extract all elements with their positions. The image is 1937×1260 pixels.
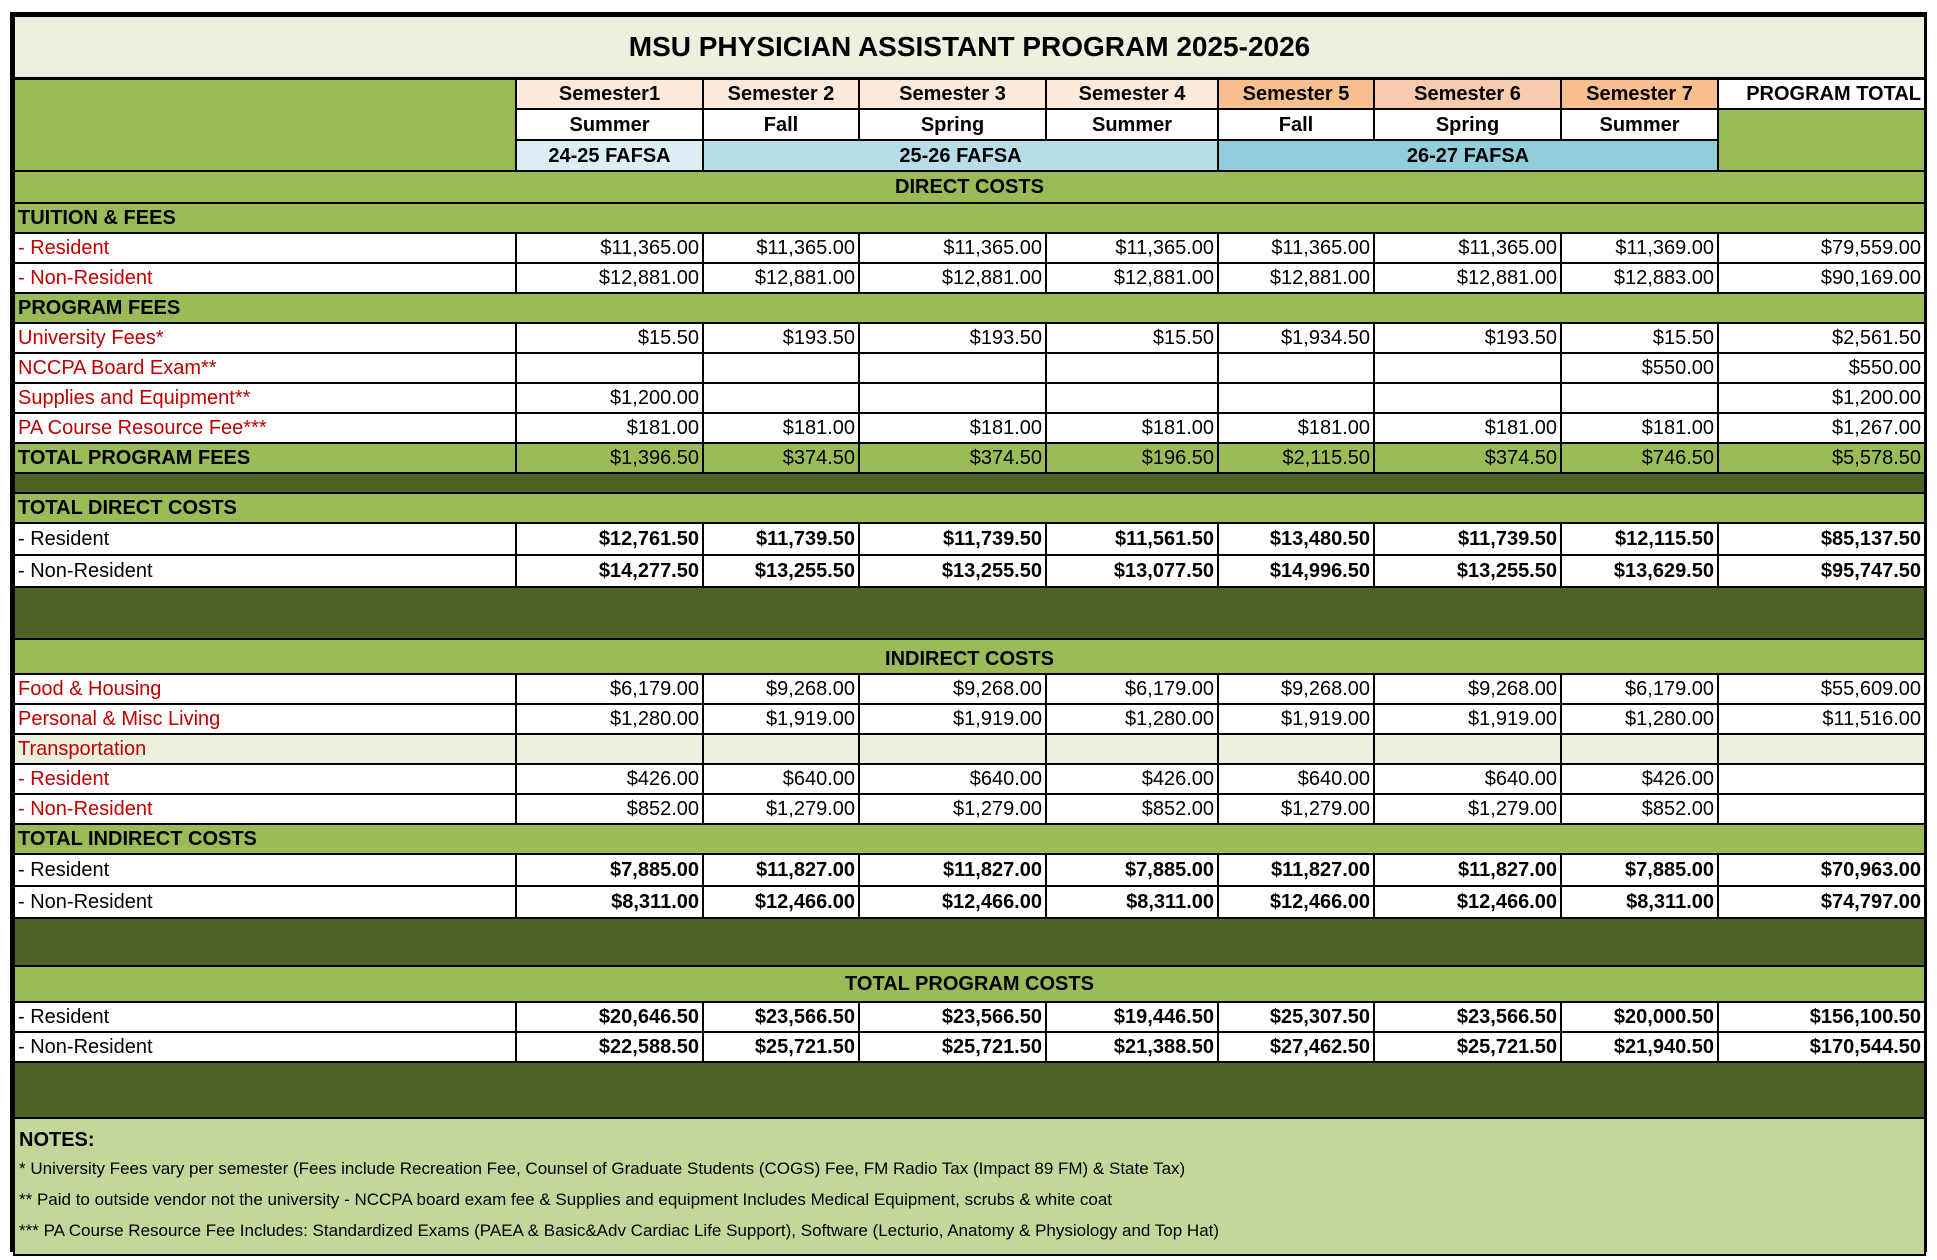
cell [1046, 353, 1218, 383]
cell: $1,200.00 [516, 383, 703, 413]
cell [859, 353, 1046, 383]
cell: $1,919.00 [703, 704, 859, 734]
note-line: * University Fees vary per semester (Fees include Recreation Fee, Counsel of Graduate Students (COGS) Fee, FM Radio Tax (Impact 89 FM) & State Tax) [19, 1159, 1186, 1178]
total-program-heading: TOTAL PROGRAM COSTS [14, 966, 1925, 1002]
note-line: ** Paid to outside vendor not the university - NCCPA board exam fee & Supplies and equipment Includes Medical Equipment, scrubs & white coat [19, 1190, 1113, 1209]
cell: $196.50 [1046, 443, 1218, 473]
cell: $9,268.00 [859, 674, 1046, 704]
cell: $13,255.50 [859, 555, 1046, 587]
cell: $2,561.50 [1718, 323, 1925, 353]
cell [516, 734, 703, 764]
cell [703, 353, 859, 383]
cell [1374, 383, 1561, 413]
cell: $11,827.00 [703, 854, 859, 886]
fafsa-label: 24-25 FAFSA [516, 140, 703, 171]
cell: $11,365.00 [516, 233, 703, 263]
cell: $8,311.00 [516, 886, 703, 918]
cell [1718, 734, 1925, 764]
cell [703, 734, 859, 764]
cell: $746.50 [1561, 443, 1718, 473]
cell: $12,881.00 [1218, 263, 1374, 293]
cell: $1,919.00 [1374, 704, 1561, 734]
table-row [14, 383, 1925, 413]
row-label: TOTAL PROGRAM FEES [14, 443, 516, 473]
cell: $15.50 [1561, 323, 1718, 353]
divider-band [14, 473, 1925, 493]
cell: $11,365.00 [859, 233, 1046, 263]
cell [1718, 794, 1925, 824]
cell: $25,721.50 [1374, 1032, 1561, 1062]
cell [1561, 734, 1718, 764]
table-row [14, 523, 1925, 555]
cell: $8,311.00 [1046, 886, 1218, 918]
cell: $11,365.00 [1046, 233, 1218, 263]
cell [1218, 383, 1374, 413]
cell: $25,721.50 [859, 1032, 1046, 1062]
row-label: NCCPA Board Exam** [14, 353, 516, 383]
row-label: - Non-Resident [14, 263, 516, 293]
tuition-heading: TUITION & FEES [14, 203, 1925, 233]
cell: $12,881.00 [516, 263, 703, 293]
term-header: Spring [859, 109, 1046, 140]
cell: $9,268.00 [1374, 674, 1561, 704]
cell: $13,077.50 [1046, 555, 1218, 587]
row-label: - Non-Resident [14, 1032, 516, 1062]
cell: $13,629.50 [1561, 555, 1718, 587]
cell [859, 734, 1046, 764]
cell: $27,462.50 [1218, 1032, 1374, 1062]
cell: $13,255.50 [703, 555, 859, 587]
cell: $11,365.00 [703, 233, 859, 263]
cell: $181.00 [859, 413, 1046, 443]
row-label: - Resident [14, 1002, 516, 1032]
semester-header: Semester 5 [1218, 78, 1374, 109]
term-header: Spring [1374, 109, 1561, 140]
cell: $21,388.50 [1046, 1032, 1218, 1062]
row-label: - Resident [14, 854, 516, 886]
cell: $1,280.00 [1046, 704, 1218, 734]
total-indirect-heading: TOTAL INDIRECT COSTS [14, 824, 1925, 854]
table-row [14, 704, 1925, 734]
cell: $852.00 [516, 794, 703, 824]
cell: $1,280.00 [1561, 704, 1718, 734]
cell: $12,466.00 [1218, 886, 1374, 918]
cell: $12,466.00 [703, 886, 859, 918]
cell: $640.00 [703, 764, 859, 794]
cell: $6,179.00 [1561, 674, 1718, 704]
cell: $21,940.50 [1561, 1032, 1718, 1062]
cell: $22,588.50 [516, 1032, 703, 1062]
cell: $1,279.00 [703, 794, 859, 824]
cell: $23,566.50 [703, 1002, 859, 1032]
cell: $12,881.00 [1046, 263, 1218, 293]
program-total-header: PROGRAM TOTAL [1718, 78, 1925, 109]
cell: $1,934.50 [1218, 323, 1374, 353]
table-row [14, 1032, 1925, 1062]
cell [703, 383, 859, 413]
table-row [14, 794, 1925, 824]
table-row [14, 764, 1925, 794]
row-label: - Non-Resident [14, 886, 516, 918]
term-header: Summer [1561, 109, 1718, 140]
cell: $426.00 [1046, 764, 1218, 794]
cell: $6,179.00 [1046, 674, 1218, 704]
cell: $1,919.00 [1218, 704, 1374, 734]
cell: $426.00 [516, 764, 703, 794]
cell: $9,268.00 [1218, 674, 1374, 704]
cell: $6,179.00 [516, 674, 703, 704]
cell [516, 353, 703, 383]
total-direct-heading: TOTAL DIRECT COSTS [14, 493, 1925, 523]
cell: $374.50 [1374, 443, 1561, 473]
cell: $181.00 [516, 413, 703, 443]
row-label: Personal & Misc Living [14, 704, 516, 734]
cell [1218, 353, 1374, 383]
divider-band [14, 1062, 1925, 1118]
row-label: PA Course Resource Fee*** [14, 413, 516, 443]
cell: $12,466.00 [1374, 886, 1561, 918]
cell: $11,827.00 [1218, 854, 1374, 886]
cell: $55,609.00 [1718, 674, 1925, 704]
cell: $550.00 [1561, 353, 1718, 383]
cell: $19,446.50 [1046, 1002, 1218, 1032]
cell: $181.00 [1218, 413, 1374, 443]
cell [1718, 764, 1925, 794]
table-row [14, 443, 1925, 473]
semester-header: Semester 6 [1374, 78, 1561, 109]
cell: $12,761.50 [516, 523, 703, 555]
cell [1374, 353, 1561, 383]
divider-band [14, 587, 1925, 639]
cell: $13,255.50 [1374, 555, 1561, 587]
cell: $85,137.50 [1718, 523, 1925, 555]
cell: $23,566.50 [859, 1002, 1046, 1032]
cell: $79,559.00 [1718, 233, 1925, 263]
notes-block [14, 1118, 1925, 1255]
cell: $181.00 [1374, 413, 1561, 443]
program-total-blank [1718, 109, 1925, 171]
term-header: Summer [1046, 109, 1218, 140]
cell: $1,279.00 [1374, 794, 1561, 824]
cell: $11,365.00 [1374, 233, 1561, 263]
cell: $12,115.50 [1561, 523, 1718, 555]
cell: $852.00 [1046, 794, 1218, 824]
table-row [14, 413, 1925, 443]
cell: $7,885.00 [1046, 854, 1218, 886]
cell: $90,169.00 [1718, 263, 1925, 293]
cell: $193.50 [703, 323, 859, 353]
cell: $12,466.00 [859, 886, 1046, 918]
cell [1218, 734, 1374, 764]
cell: $640.00 [1218, 764, 1374, 794]
table-row [14, 353, 1925, 383]
cell: $9,268.00 [703, 674, 859, 704]
semester-header: Semester 2 [703, 78, 859, 109]
cell: $11,827.00 [859, 854, 1046, 886]
cell: $70,963.00 [1718, 854, 1925, 886]
term-header: Fall [703, 109, 859, 140]
table-row [14, 263, 1925, 293]
cell: $20,000.50 [1561, 1002, 1718, 1032]
table-row [14, 734, 1925, 764]
cell: $14,277.50 [516, 555, 703, 587]
row-label: - Non-Resident [14, 794, 516, 824]
cell: $11,739.50 [859, 523, 1046, 555]
cell [1046, 734, 1218, 764]
cell: $14,996.50 [1218, 555, 1374, 587]
cell: $95,747.50 [1718, 555, 1925, 587]
cell: $12,881.00 [1374, 263, 1561, 293]
direct-costs-heading: DIRECT COSTS [14, 171, 1925, 203]
cell: $1,279.00 [859, 794, 1046, 824]
cell: $8,311.00 [1561, 886, 1718, 918]
term-header: Fall [1218, 109, 1374, 140]
cell: $1,267.00 [1718, 413, 1925, 443]
cell: $11,369.00 [1561, 233, 1718, 263]
cell: $74,797.00 [1718, 886, 1925, 918]
cell: $5,578.50 [1718, 443, 1925, 473]
cell: $11,739.50 [703, 523, 859, 555]
cell: $11,827.00 [1374, 854, 1561, 886]
cell: $640.00 [1374, 764, 1561, 794]
cell: $1,200.00 [1718, 383, 1925, 413]
notes-title: NOTES: [19, 1129, 95, 1151]
cell: $25,307.50 [1218, 1002, 1374, 1032]
cell [859, 383, 1046, 413]
cell [1374, 734, 1561, 764]
row-label: - Resident [14, 233, 516, 263]
semester-header: Semester 3 [859, 78, 1046, 109]
program-fees-heading: PROGRAM FEES [14, 293, 1925, 323]
table-row [14, 323, 1925, 353]
row-label: Supplies and Equipment** [14, 383, 516, 413]
cell: $1,279.00 [1218, 794, 1374, 824]
cell: $193.50 [1374, 323, 1561, 353]
table-row [14, 555, 1925, 587]
cell: $181.00 [703, 413, 859, 443]
cell: $2,115.50 [1218, 443, 1374, 473]
cell: $1,280.00 [516, 704, 703, 734]
cell: $852.00 [1561, 794, 1718, 824]
cell: $12,881.00 [859, 263, 1046, 293]
cell: $7,885.00 [516, 854, 703, 886]
table-row [14, 674, 1925, 704]
cell: $156,100.50 [1718, 1002, 1925, 1032]
semester-header: Semester 7 [1561, 78, 1718, 109]
cell: $11,561.50 [1046, 523, 1218, 555]
cell: $1,396.50 [516, 443, 703, 473]
cell: $11,516.00 [1718, 704, 1925, 734]
table-row [14, 233, 1925, 263]
table-row [14, 1002, 1925, 1032]
note-line: *** PA Course Resource Fee Includes: Standardized Exams (PAEA & Basic&Adv Cardiac Life Support), Software (Lecturio, Anatomy & Physiology and Top Hat) [19, 1221, 1220, 1240]
cell: $181.00 [1046, 413, 1218, 443]
cell: $13,480.50 [1218, 523, 1374, 555]
cell: $181.00 [1561, 413, 1718, 443]
row-label: Food & Housing [14, 674, 516, 704]
indirect-costs-heading: INDIRECT COSTS [14, 639, 1925, 674]
cell: $11,365.00 [1218, 233, 1374, 263]
row-label: - Resident [14, 764, 516, 794]
cell: $23,566.50 [1374, 1002, 1561, 1032]
cell: $640.00 [859, 764, 1046, 794]
cost-table [13, 15, 1926, 1256]
cell: $15.50 [516, 323, 703, 353]
table-row [14, 854, 1925, 886]
fafsa-label: 25-26 FAFSA [703, 140, 1218, 171]
cost-sheet [10, 12, 1927, 1252]
cell: $550.00 [1718, 353, 1925, 383]
cell: $7,885.00 [1561, 854, 1718, 886]
row-label: - Resident [14, 523, 516, 555]
page-title: MSU PHYSICIAN ASSISTANT PROGRAM 2025-2026 [14, 16, 1925, 78]
cell: $193.50 [859, 323, 1046, 353]
row-label: University Fees* [14, 323, 516, 353]
table-row [14, 886, 1925, 918]
cell: $12,883.00 [1561, 263, 1718, 293]
cell: $12,881.00 [703, 263, 859, 293]
semester-header: Semester1 [516, 78, 703, 109]
term-header: Summer [516, 109, 703, 140]
cell: $25,721.50 [703, 1032, 859, 1062]
divider-band [14, 918, 1925, 966]
cell: $170,544.50 [1718, 1032, 1925, 1062]
fafsa-label: 26-27 FAFSA [1218, 140, 1718, 171]
cell: $20,646.50 [516, 1002, 703, 1032]
cell: $11,739.50 [1374, 523, 1561, 555]
cell: $15.50 [1046, 323, 1218, 353]
cell: $374.50 [703, 443, 859, 473]
cell [1561, 383, 1718, 413]
cell: $1,919.00 [859, 704, 1046, 734]
cell [1046, 383, 1218, 413]
row-label: - Non-Resident [14, 555, 516, 587]
cell: $426.00 [1561, 764, 1718, 794]
cell: $374.50 [859, 443, 1046, 473]
header-blank [14, 78, 516, 171]
row-label: Transportation [14, 734, 516, 764]
semester-header: Semester 4 [1046, 78, 1218, 109]
